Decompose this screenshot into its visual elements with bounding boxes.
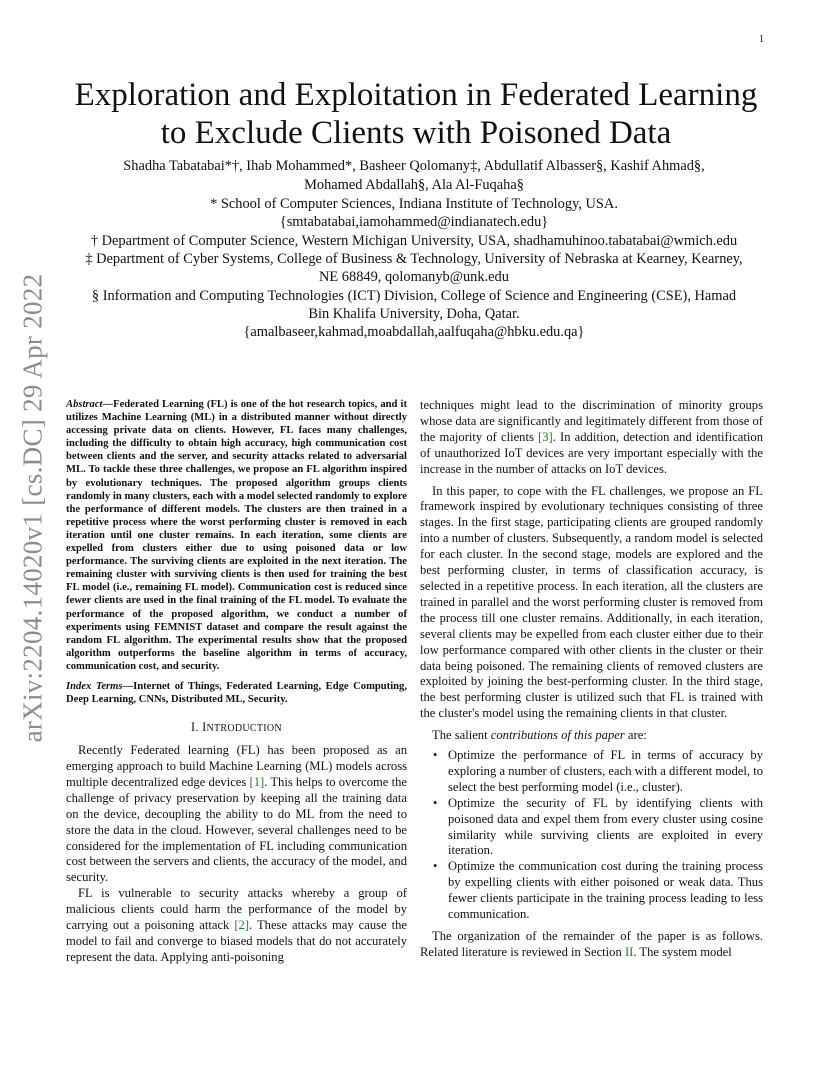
bullet-icon: • (433, 859, 438, 874)
affiliation-section-line-3: {amalbaseer,kahmad,moabdallah,aalfuqaha@hbku.edu.qa} (243, 324, 585, 340)
index-terms (66, 680, 407, 706)
affiliation-star-line-1: * School of Computer Sciences, Indiana Institute of Technology, USA. (210, 196, 618, 212)
title-line-1: Exploration and Exploitation in Federated Learning (74, 77, 758, 113)
bullet-icon: • (433, 748, 438, 763)
arxiv-identifier-text: arXiv:2204.14020v1 [cs.DC] 29 Apr 2022 (17, 273, 48, 743)
left-column (66, 398, 407, 966)
abstract (66, 398, 407, 673)
list-item: • Optimize the security of FL by identifying clients with poisoned data and expel them from every cluster using cosine similarity while surviving clients are exploited in every iteration. (433, 795, 763, 858)
contributions-list (420, 748, 763, 923)
index-terms-label: Index Terms (66, 680, 123, 692)
intro-paragraph-1: Recently Federated learning (FL) has been proposed as an emerging approach to build Machine Learning (ML) models across multiple decentralized edge devices [1]. This helps to overcome the challenge of privacy preservation by keeping all the training data on the device, decoupling the ability to do ML from the need to store the data in the cloud. However, several challenges need to be considered for the implementation of FL including communication cost between the servers and clients, the accuracy of the model, and security. (66, 743, 407, 885)
right-paragraph-2: In this paper, to cope with the FL challenges, we propose an FL framework inspired by evolutionary techniques consisting of three stages. In the first stage, participating clients are grouped randomly into a number of clusters. Subsequently, a random model is selected for each cluster. In the second stage, models are explored and the best performing cluster, in terms of classification accuracy, is selected in a repetitive process. In each iteration, all the clusters are trained in parallel and the worst performing cluster is removed from the process till one cluster remains. Additionally, in each iteration, several clients may be expelled from each cluster either due to their low performance compared with other clients in the cluster or their data being poisoned. The remaining clients of removed clusters are exploited by joining the best-performing cluster. In the third stage, the best performing cluster is utilized such that FL is trained with the cluster's model using the remaining clients in that cluster. (420, 483, 763, 721)
right-paragraph-organization: The organization of the remainder of the paper is as follows. Related literature is reviewed in Section II. The system model (420, 929, 763, 959)
affiliation-section-line-1: § Information and Computing Technologies (ICT) Division, College of Science and Engineering (CSE), Hamad (91, 288, 737, 304)
right-column (420, 398, 763, 961)
authors-line-1: Shadha Tabatabai*†, Ihab Mohammed*, Basheer Qolomany‡, Abdullatif Albasser§, Kashif Ahmad§, (123, 158, 705, 174)
affiliation-double-dagger-line-2: NE 68849, qolomanyb@unk.edu (319, 269, 509, 285)
affiliation-dagger: † Department of Computer Science, Western Michigan University, USA, shadhamuhinoo.tabatabai@wmich.edu (90, 233, 738, 249)
intro-paragraph-2: FL is vulnerable to security attacks whereby a group of malicious clients could harm the performance of the model by carrying out a poisoning attack [2]. These attacks may cause the model to fail and converge to biased models that do not accurately represent the data. Applying anti-poisoning (66, 886, 407, 964)
list-item: • Optimize the performance of FL in terms of accuracy by exploring a number of clusters, each with a different model, to select the best performing model (i.e., cluster). (433, 748, 763, 794)
page-number: 1 (759, 34, 764, 45)
affiliation-section-line-2: Bin Khalifa University, Doha, Qatar. (308, 306, 520, 322)
abstract-label: Abstract (66, 399, 103, 410)
abstract-text: —Federated Learning (FL) is one of the hot research topics, and it utilizes Machine Learning (ML) in a distributed manner without directly accessing private data on clients. However, FL faces many challenges, including the difficulty to obtain high accuracy, high communication cost between clients and the server, and security attacks related to adversarial ML. To tackle these three challenges, we propose an FL algorithm inspired by evolutionary techniques. The proposed algorithm groups clients randomly in many clusters, each with a model selected randomly to explore the performance of different models. The clusters are then trained in a repetitive process where the worst performing cluster is removed in each iteration until one cluster remains. In each iteration, some clients are expelled from clusters either due to using poisoned data or low performance. The surviving clients are exploited in the next iteration. The remaining cluster with surviving clients is then used for training the best FL model (i.e., remaining FL model). Communication cost is reduced since fewer clients are used in the final training of the FL model. To evaluate the performance of the proposed algorithm, we conduct a number of experiments using FEMNIST dataset and compare the result against the random FL algorithm. The experimental results show that the proposed algorithm outperforms the baseline algorithm in terms of accuracy, communication cost, and security. (66, 399, 407, 672)
citation-link-3[interactable]: [3] (538, 429, 553, 444)
list-item: • Optimize the communication cost during the training process by expelling clients with either poisoned or weak data. Thus fewer clients participate in the training process leading to less communication. (433, 859, 763, 922)
bullet-icon: • (433, 795, 438, 810)
citation-link-2[interactable]: [2] (234, 918, 250, 933)
affiliation-star-line-2: {smtabatabai,iamohammed@indianatech.edu} (279, 214, 549, 230)
authors-line-2: Mohamed Abdallah§, Ala Al-Fuqaha§ (304, 177, 524, 193)
title-line-2: to Exclude Clients with Poisoned Data (160, 115, 672, 151)
section-link-2[interactable]: II (624, 944, 634, 959)
right-paragraph-1: techniques might lead to the discrimination of minority groups whose data are significantly and legitimately different from those of the majority of clients [3]. In addition, detection and identification of unauthorized IoT devices are very important especially with the increase in the number of attacks on IoT devices. (420, 398, 763, 476)
affiliation-double-dagger-line-1: ‡ Department of Cyber Systems, College of Business & Technology, University of Nebraska at Kearney, Kearney, (85, 251, 743, 267)
citation-link-1[interactable]: [1] (249, 774, 265, 789)
index-terms-text: —Internet of Things, Federated Learning, Edge Computing, Deep Learning, CNNs, Distributed ML, Security. (66, 680, 407, 706)
arxiv-identifier-watermark (10, 273, 56, 743)
paper-title (60, 76, 772, 152)
section-heading-introduction: I. INTRODUCTION (191, 720, 282, 735)
right-paragraph-contributions: The salient contributions of this paper are: (432, 728, 647, 743)
